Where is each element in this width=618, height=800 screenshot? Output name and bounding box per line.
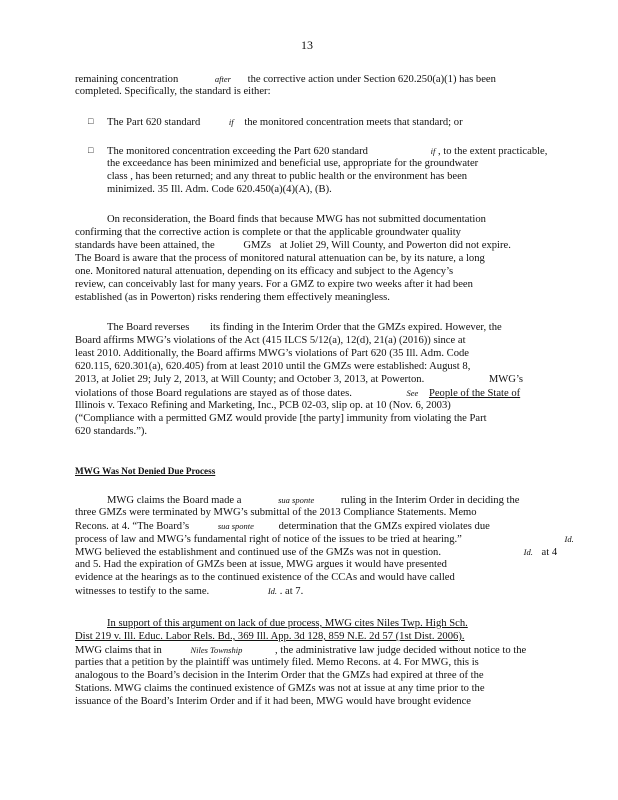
text: process of law and MWG’s fundamental right of notice of the issues to be tried at hearing.” bbox=[75, 534, 462, 545]
p2-line-7: established (as in Powerton) risks rendering them effectively meaningless. bbox=[75, 292, 390, 303]
italic-id: Id. bbox=[267, 586, 278, 596]
p5-line-6: Stations. MWG claims the continued existence of GMZs was not at issue at any time prior to the bbox=[75, 683, 485, 694]
p5-line-7: issuance of the Board’s Interim Order and if it had been, MWG would have brought evidence bbox=[75, 696, 471, 707]
italic-id: Id. bbox=[523, 547, 533, 557]
p3-line-3: least 2010. Additionally, the Board affirms MWG’s violations of Part 620 (35 Ill. Adm. Code bbox=[75, 348, 469, 359]
p2-line-1: On reconsideration, the Board finds that because MWG has not submitted documentation bbox=[107, 214, 486, 225]
italic-id: Id. bbox=[564, 534, 574, 544]
text: MWG claims that in bbox=[75, 645, 162, 656]
p5-line-4: parties that a petition by the plaintiff was untimely filed. Memo Recons. at 4. For MWG, this is bbox=[75, 657, 479, 668]
text: remaining concentration bbox=[75, 74, 179, 85]
bullet-2-line-3: class , has been returned; and any threat to public health or the environment has been bbox=[107, 171, 468, 182]
text: ruling in the Interim Order in deciding the bbox=[340, 495, 520, 506]
italic-sua-sponte: sua sponte bbox=[278, 495, 315, 505]
italic-if: if bbox=[430, 146, 436, 156]
text: The Board reverses bbox=[107, 322, 190, 333]
italic-if: if bbox=[228, 117, 234, 127]
text: its finding in the Interim Order that the GMZs expired. However, the bbox=[210, 322, 502, 333]
p2-line-6: review, can conceivably last for many years. For a GMZ to expire two weeks after it had been bbox=[75, 279, 473, 290]
text: 2013, at Joliet 29; July 2, 2013, at Will County; and October 3, 2013, at Powerton. bbox=[75, 374, 425, 385]
text: violations of those Board regulations are stayed as of those dates. bbox=[75, 388, 352, 399]
p5-line-2: Dist 219 v. Ill. Educ. Labor Rels. Bd., 369 Ill. App. 3d 128, 859 N.E. 2d 57 (1st Dist. 2006). bbox=[75, 631, 465, 642]
italic-see: See bbox=[406, 388, 419, 398]
italic-after: after bbox=[214, 74, 231, 84]
text: The Part 620 standard bbox=[107, 117, 201, 128]
p4-line-8 bbox=[75, 585, 303, 598]
p4-line-4 bbox=[75, 533, 574, 546]
p3-line-8: (“Compliance with a permitted GMZ would provide [the party] immunity from violating the Part bbox=[75, 413, 487, 424]
text: GMZs bbox=[243, 240, 272, 251]
p3-line-6 bbox=[75, 387, 520, 400]
p1-line-1 bbox=[75, 73, 496, 86]
p3-line-7: Illinois v. Texaco Refining and Marketing, Inc., PCB 02-03, slip op. at 10 (Nov. 6, 2003) bbox=[75, 400, 451, 411]
p5-line-1: In support of this argument on lack of due process, MWG cites Niles Twp. High Sch. bbox=[107, 618, 468, 629]
bullet-icon: □ bbox=[88, 145, 94, 155]
page-number: 13 bbox=[301, 38, 313, 52]
text: determination that the GMZs expired violates due bbox=[278, 521, 490, 532]
text: the monitored concentration meets that standard; or bbox=[244, 117, 463, 128]
p4-line-7: evidence at the hearings as to the continued existence of the CCAs and would have called bbox=[75, 572, 455, 583]
p3-line-4: 620.115, 620.301(a), 620.405) from at least 2010 until the GMZs were established: August 8, bbox=[75, 361, 471, 372]
bullet-icon: □ bbox=[88, 116, 94, 126]
p2-line-2: confirming that the corrective action is complete or that the applicable groundwater quality bbox=[75, 227, 461, 238]
bullet-2-line-4: minimized. 35 Ill. Adm. Code 620.450(a)(4)(A), (B). bbox=[107, 184, 332, 195]
p2-line-4: The Board is aware that the process of monitored natural attenuation can be, by its nature, a long bbox=[75, 253, 485, 264]
section-heading: MWG Was Not Denied Due Process bbox=[75, 466, 216, 476]
p3-line-1 bbox=[107, 322, 502, 334]
text: MWG believed the establishment and continued use of the GMZs was not in question. bbox=[75, 547, 442, 558]
p2-line-5: one. Monitored natural attenuation, depending on its efficacy and subject to the Agency’s bbox=[75, 266, 454, 277]
text: at 4 bbox=[541, 547, 558, 558]
italic-case-name: Niles Township bbox=[190, 645, 243, 655]
p4-line-5 bbox=[75, 546, 557, 559]
text: The monitored concentration exceeding the Part 620 standard bbox=[107, 146, 368, 157]
text: standards have been attained, the bbox=[75, 240, 215, 251]
p5-line-3 bbox=[75, 644, 526, 657]
case-citation: People of the State of bbox=[428, 388, 521, 399]
p4-line-2: three GMZs were terminated by MWG’s submittal of the 2013 Compliance Statements. Memo bbox=[75, 507, 477, 518]
text: , to the extent practicable, bbox=[437, 146, 548, 157]
text: the corrective action under Section 620.250(a)(1) has been bbox=[247, 74, 496, 85]
p5-line-5: analogous to the Board’s decision in the Interim Order that the GMZs had expired at three of the bbox=[75, 670, 484, 681]
p4-line-6: and 5. Had the expiration of GMZs been at issue, MWG argues it would have presented bbox=[75, 559, 447, 570]
p4-line-1 bbox=[107, 494, 519, 507]
text: MWG’s bbox=[488, 374, 524, 385]
p4-line-3 bbox=[75, 520, 490, 533]
italic-sua-sponte: sua sponte bbox=[217, 521, 254, 531]
bullet-1-line bbox=[107, 116, 463, 129]
p3-line-9: 620 standards.”). bbox=[75, 426, 148, 437]
text: , the administrative law judge decided without notice to the bbox=[275, 645, 527, 656]
bullet-2-line-2: the exceedance has been minimized and beneficial use, appropriate for the groundwater bbox=[107, 158, 479, 169]
text: at Joliet 29, Will County, and Powerton did not expire. bbox=[279, 240, 511, 251]
text: Recons. at 4. “The Board’s bbox=[75, 521, 190, 532]
p3-line-5 bbox=[75, 374, 523, 386]
text: MWG claims the Board made a bbox=[107, 495, 242, 506]
p1-line-2: completed. Specifically, the standard is either: bbox=[75, 86, 271, 97]
text: . at 7. bbox=[279, 586, 304, 597]
p3-line-2: Board affirms MWG’s violations of the Act (415 ILCS 5/12(a), 12(d), 21(a) (2016)) since at bbox=[75, 335, 466, 346]
p2-line-3 bbox=[75, 240, 511, 252]
bullet-2-line-1 bbox=[107, 145, 547, 158]
text: witnesses to testify to the same. bbox=[75, 586, 210, 597]
